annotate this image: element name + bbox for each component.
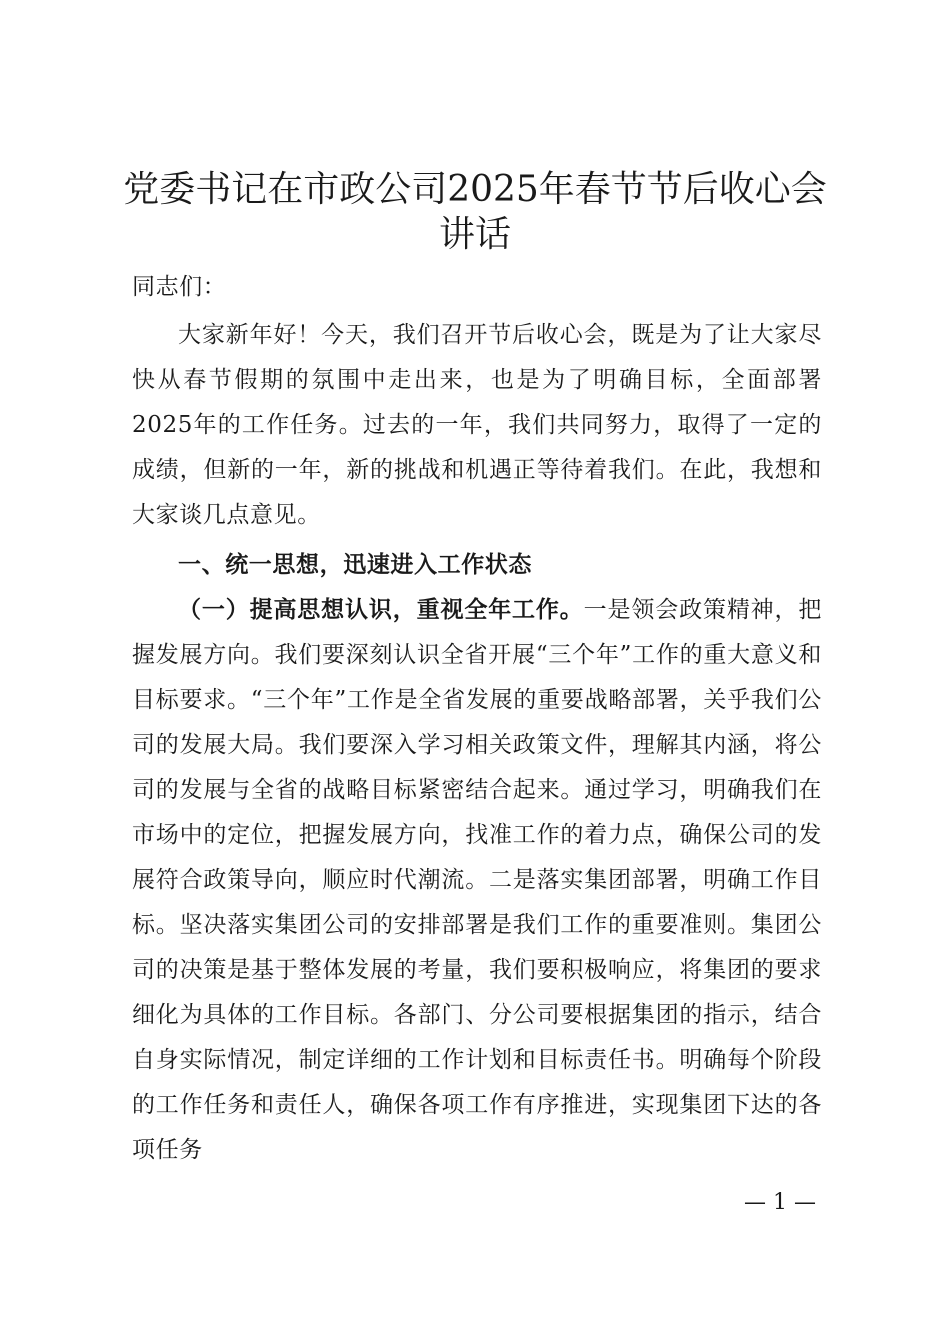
document-title-line-2: 讲话 <box>438 214 511 255</box>
page-number: — 1 — <box>744 1190 816 1215</box>
subsection-heading-1: （一）提高思想认识，重视全年工作。 <box>178 596 584 623</box>
subsection-paragraph-1 <box>132 587 822 1173</box>
document-title-line-1: 党委书记在市政公司2025年春节节后收心会 <box>123 169 827 210</box>
subsection-body-1: 一是领会政策精神，把握发展方向。我们要深刻认识全省开展“三个年”工作的重大意义和目标要求。“三个年”工作是全省发展的重要战略部署，关乎我们公司的发展大局。我们要深入学习相关政策文件，理解其内涵，将公司的发展与全省的战略目标紧密结合起来。通过学习，明确我们在市场中的定位，把握发展方向，找准工作的着力点，确保公司的发展符合政策导向，顺应时代潮流。二是落实集团部署，明确工作目标。坚决落实集团公司的安排部署是我们工作的重要准则。集团公司的决策是基于整体发展的考量，我们要积极响应，将集团的要求细化为具体的工作目标。各部门、分公司要根据集团的指示，结合自身实际情况，制定详细的工作计划和目标责任书。明确每个阶段的工作任务和责任人，确保各项工作有序推进，实现集团下达的各项任务 <box>132 597 823 1163</box>
section-heading-1: 一、统一思想，迅速进入工作状态 <box>178 552 532 578</box>
salutation: 同志们： <box>132 274 227 300</box>
opening-paragraph: 大家新年好！今天，我们召开节后收心会，既是为了让大家尽快从春节假期的氛围中走出来，也是为了明确目标，全面部署2025年的工作任务。过去的一年，我们共同努力，取得了一定的成绩，但新的一年，新的挑战和机遇正等待着我们。在此，我想和大家谈几点意见。 <box>132 322 822 528</box>
